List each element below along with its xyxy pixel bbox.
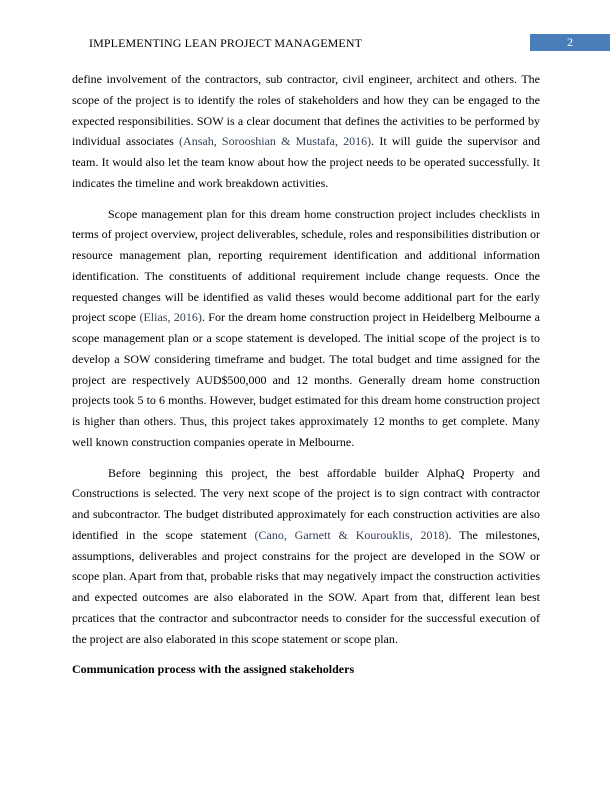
citation-elias-2016: (Elias, 2016) — [139, 310, 202, 325]
body-text — [72, 69, 540, 680]
paragraph-2 — [72, 204, 540, 453]
citation-ansah-2016: (Ansah, Sorooshian & Mustafa, 2016) — [179, 134, 372, 149]
section-heading: Communication process with the assigned stakeholders — [72, 662, 355, 677]
paragraph-2-text-a: Scope management plan for this dream home construction project includes checklists in terms of project overview, project deliverables, schedule, roles and responsibilities distribution or resource management plan, reporting requirement identification and additional information identification. The constituents of additional requirement include change requests. Once the requested changes will be identified as valid theses would become additional part for the early project scope — [72, 206, 540, 325]
paragraph-1 — [72, 69, 540, 194]
paragraph-3-text-a: Before beginning this project, the best affordable builder AlphaQ Property and Constructions is selected. The very next scope of the project is to sign contract with contractor and subcontractor. The budget distributed approximately for each construction activities are also identified in the scope statement — [72, 465, 540, 542]
paragraph-1-text-b: . It will guide the supervisor and team. It would also let the team know about how the project needs to be operated successfully. It indicates the timeline and work breakdown activities. — [72, 134, 540, 190]
citation-cano-2018: (Cano, Garnett & Kourouklis, 2018) — [254, 527, 449, 542]
page-number: 2 — [567, 35, 573, 49]
running-head: IMPLEMENTING LEAN PROJECT MANAGEMENT — [89, 36, 363, 50]
paragraph-3-text-b: . The milestones, assumptions, deliverables and project constrains for the project are developed in the SOW or scope plan. Apart from that, probable risks that may negatively impact the construction activities and expected outcomes are also elaborated in the SOW. Apart from that, different lean best prcatices that the contractor and subcontractor needs to consider for the successful execution of the project are also elaborated in this scope statement or scope plan. — [72, 527, 540, 646]
paragraph-1-text-a: define involvement of the contractors, sub contractor, civil engineer, architect and others. The scope of the project is to identify the roles of stakeholders and how they can be engaged to the expected responsibilities. SOW is a clear document that defines the activities to be performed by individual associates — [72, 72, 540, 149]
paragraph-3 — [72, 463, 540, 650]
page-number-badge — [530, 34, 610, 51]
paragraph-2-text-b: . For the dream home construction project in Heidelberg Melbourne a scope management plan or a scope statement is developed. The initial scope of the project is to develop a SOW considering timeframe and budget. The total budget and time assigned for the project are respectively AUD$500,000 and 12 months. Generally dream home construction projects took 5 to 6 months. However, budget estimated for this dream home construction project is higher than others. Thus, this project takes approximately 12 months to get complete. Many well known construction companies operate in Melbourne. — [72, 310, 540, 449]
